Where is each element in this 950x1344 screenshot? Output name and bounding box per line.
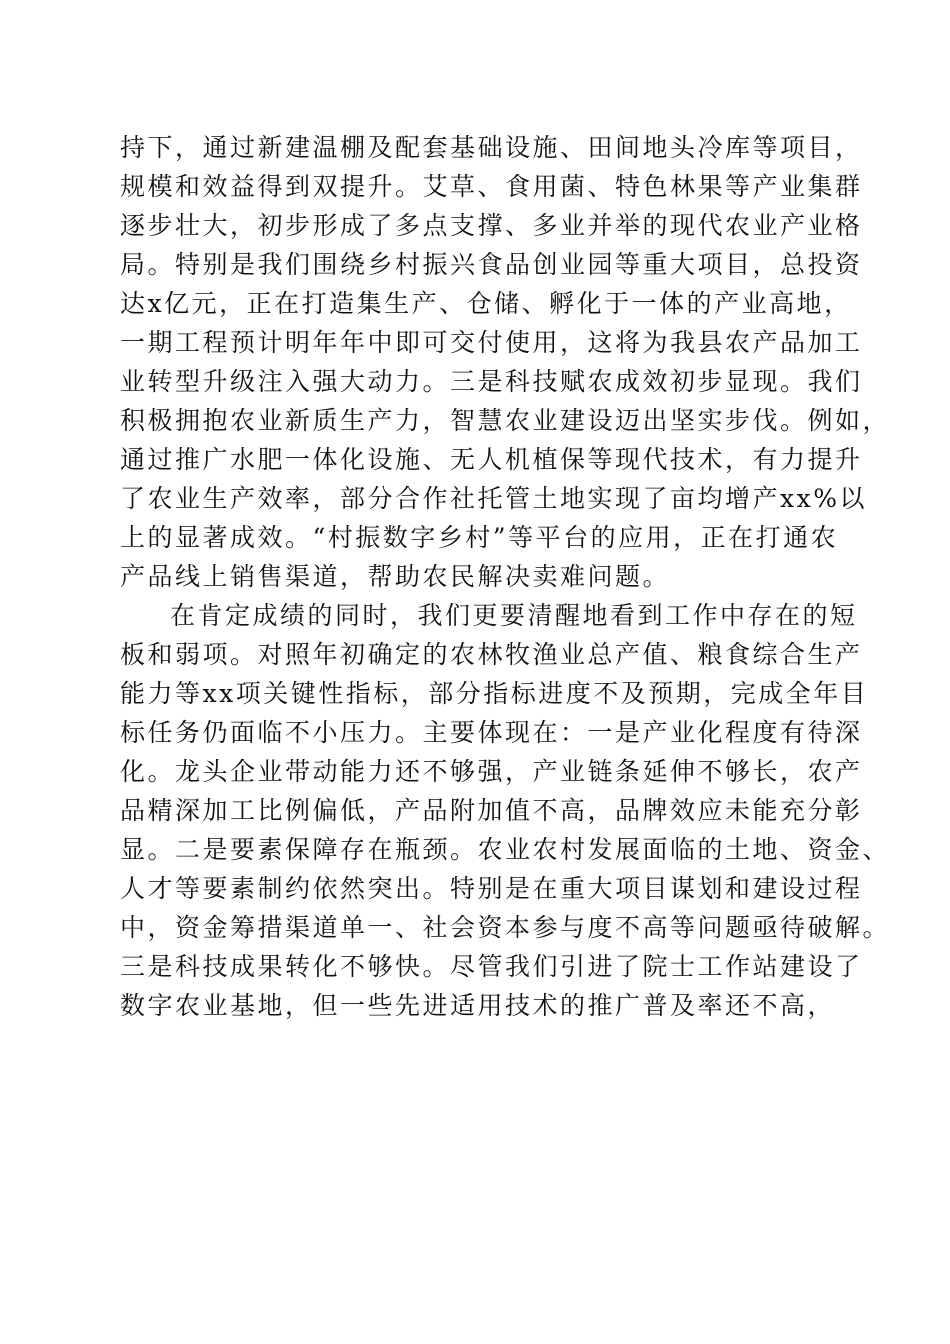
- text-line: 人才等要素制约依然突出。特别是在重大项目谋划和建设过程: [120, 874, 863, 903]
- text-line: 在肯定成绩的同时，我们更要清醒地看到工作中存在的短: [170, 601, 858, 630]
- text-line: 局。特别是我们围绕乡村振兴食品创业园等重大项目，总投资: [120, 250, 863, 279]
- text-line: 标任务仍面临不小压力。主要体现在：一是产业化程度有待深: [120, 718, 863, 747]
- text-line: 通过推广水肥一体化设施、无人机植保等现代技术，有力提升: [120, 445, 863, 474]
- text-line: 中，资金筹措渠道单一、社会资本参与度不高等问题亟待破解。: [120, 913, 891, 942]
- text-line: 板和弱项。对照年初确定的农林牧渔业总产值、粮食综合生产: [120, 640, 863, 669]
- text-line: 三是科技成果转化不够快。尽管我们引进了院士工作站建设了: [120, 952, 863, 981]
- text-line: 规模和效益得到双提升。艾草、食用菌、特色林果等产业集群: [120, 172, 863, 201]
- text-line: 数字农业基地，但一些先进适用技术的推广普及率还不高，: [120, 991, 836, 1020]
- paragraph-2: [120, 596, 891, 1025]
- text-line: 能力等xx项关键性指标，部分指标进度不及预期，完成全年目: [120, 679, 869, 708]
- text-line: 了农业生产效率，部分合作社托管土地实现了亩均增产xx%以: [120, 484, 867, 513]
- text-line: 达x亿元，正在打造集生产、仓储、孵化于一体的产业高地，: [120, 289, 852, 318]
- paragraph-1: [120, 128, 891, 596]
- document-body: [120, 128, 891, 1025]
- text-line: 积极拥抱农业新质生产力，智慧农业建设迈出坚实步伐。例如，: [120, 406, 891, 435]
- text-line: 上的显著成效。“村振数字乡村”等平台的应用，正在打通农: [120, 523, 839, 552]
- text-line: 品精深加工比例偏低，产品附加值不高，品牌效应未能充分彰: [120, 796, 863, 825]
- text-line: 一期工程预计明年年中即可交付使用，这将为我县农产品加工: [120, 328, 863, 357]
- text-line: 化。龙头企业带动能力还不够强，产业链条延伸不够长，农产: [120, 757, 863, 786]
- text-line: 显。二是要素保障存在瓶颈。农业农村发展面临的土地、资金、: [120, 835, 891, 864]
- text-line: 产品线上销售渠道，帮助农民解决卖难问题。: [120, 562, 671, 591]
- text-line: 持下，通过新建温棚及配套基础设施、田间地头冷库等项目，: [120, 133, 863, 162]
- text-line: 逐步壮大，初步形成了多点支撑、多业并举的现代农业产业格: [120, 211, 863, 240]
- text-line: 业转型升级注入强大动力。三是科技赋农成效初步显现。我们: [120, 367, 863, 396]
